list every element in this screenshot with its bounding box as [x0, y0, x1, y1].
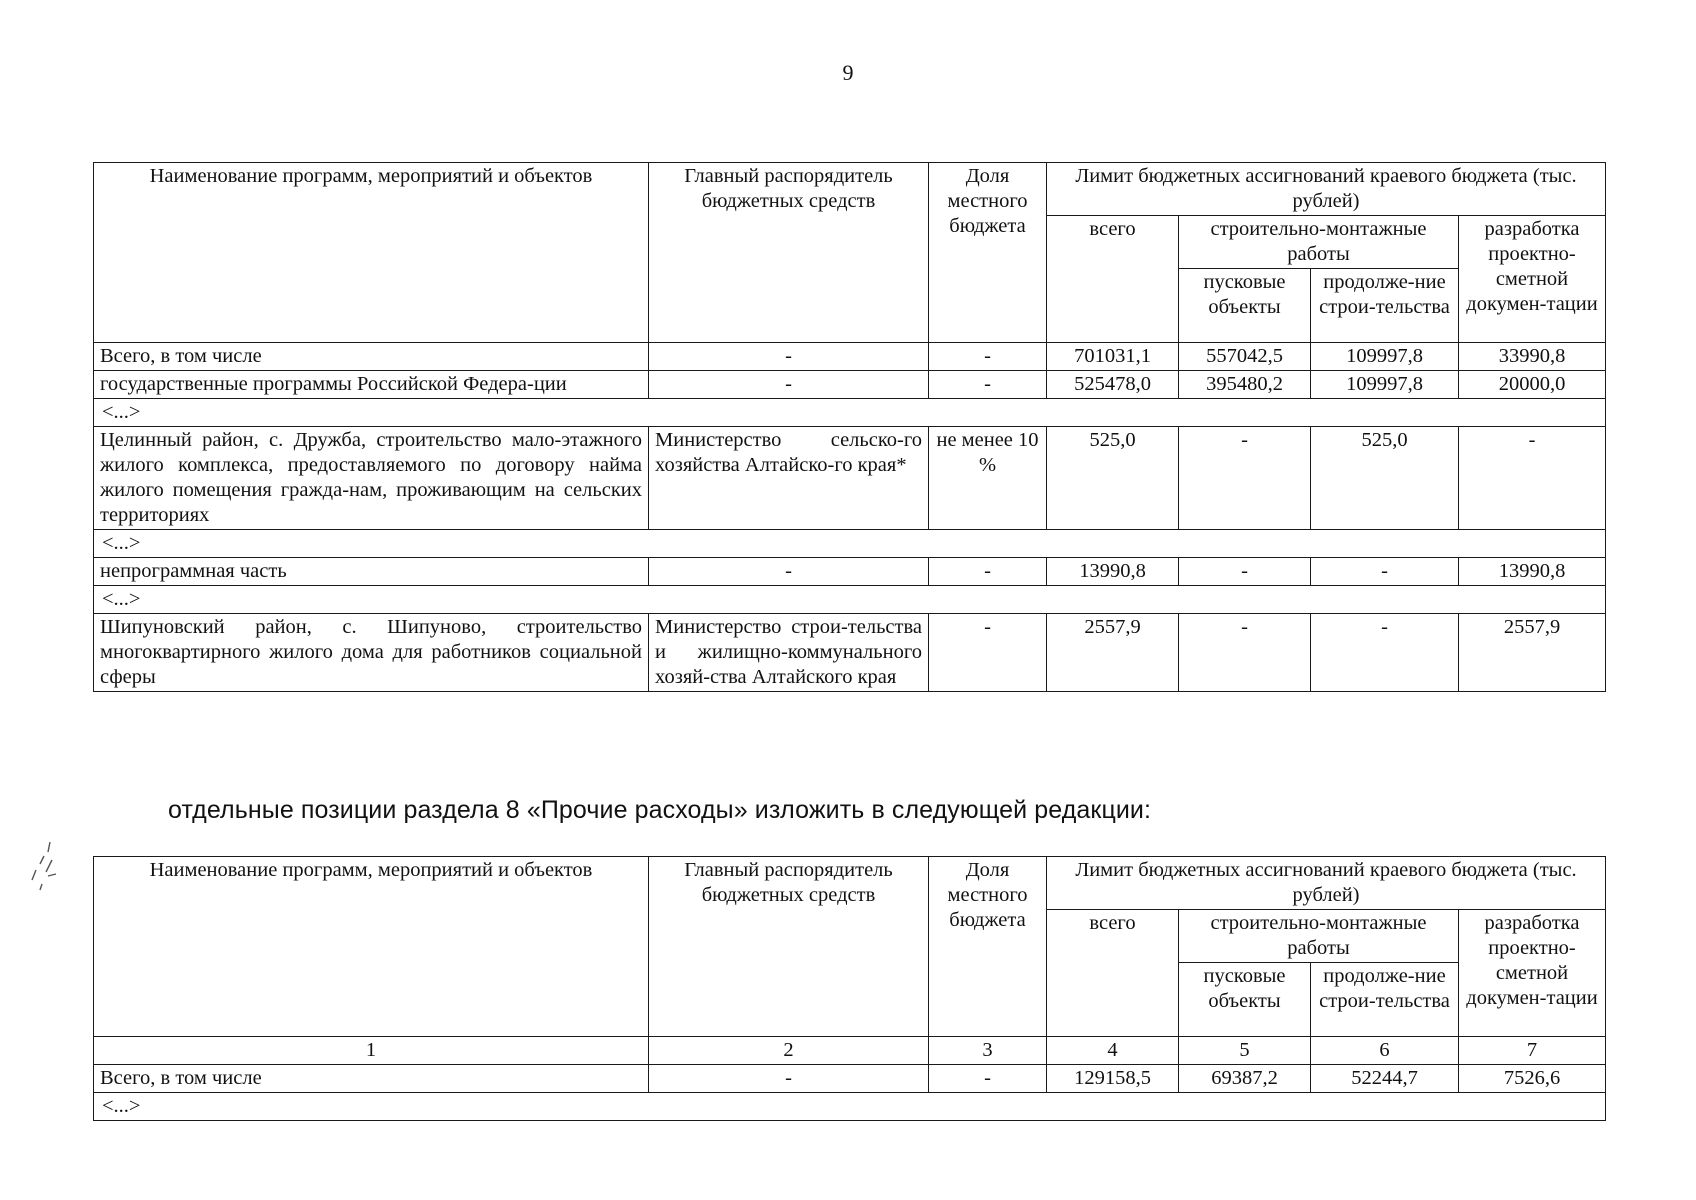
row-design: 13990,8 [1459, 558, 1606, 586]
row-design: 7526,6 [1459, 1065, 1606, 1093]
row-name: Всего, в том числе [94, 343, 649, 371]
row-name: Шипуновский район, с. Шипуново, строительство многоквартирного жилого дома для работников социальной сферы [94, 614, 649, 692]
row-manager: Министерство сельско-го хозяйства Алтайско-го края* [649, 427, 929, 530]
row-total: 13990,8 [1047, 558, 1179, 586]
row-continuation: 525,0 [1311, 427, 1459, 530]
header-local-share: Доля местного бюджета [929, 163, 1047, 343]
row-continuation: 52244,7 [1311, 1065, 1459, 1093]
row-launch: - [1179, 614, 1311, 692]
row-launch: - [1179, 558, 1311, 586]
row-share: - [929, 343, 1047, 371]
header-total: всего [1047, 910, 1179, 1037]
row-name: государственные программы Российской Федера-ции [94, 371, 649, 399]
row-launch: 69387,2 [1179, 1065, 1311, 1093]
header-limit-group: Лимит бюджетных ассигнований краевого бюджета (тыс. рублей) [1047, 857, 1606, 910]
page-number: 9 [842, 60, 854, 85]
row-share: - [929, 1065, 1047, 1093]
row-manager: - [649, 558, 929, 586]
row-manager: - [649, 343, 929, 371]
header-limit-group: Лимит бюджетных ассигнований краевого бюджета (тыс. рублей) [1047, 163, 1606, 216]
row-total: 525,0 [1047, 427, 1179, 530]
table-row [94, 1065, 1606, 1093]
budget-table-section-8 [93, 856, 1606, 1121]
column-number: 3 [929, 1037, 1047, 1065]
scan-artifact-mark [22, 838, 62, 898]
ellipsis: <...> [94, 1093, 1606, 1121]
header-continuation: продолже-ние строи-тельства [1311, 963, 1459, 1037]
row-launch: 557042,5 [1179, 343, 1311, 371]
header-construction-group: строительно-монтажные работы [1179, 216, 1459, 269]
budget-table-section-7 [93, 162, 1606, 692]
header-total: всего [1047, 216, 1179, 343]
table-row [94, 371, 1606, 399]
row-design: - [1459, 427, 1606, 530]
header-manager: Главный распорядитель бюджетных средств [649, 857, 929, 1037]
row-total: 525478,0 [1047, 371, 1179, 399]
row-total: 701031,1 [1047, 343, 1179, 371]
ellipsis: <...> [94, 530, 1606, 558]
header-manager: Главный распорядитель бюджетных средств [649, 163, 929, 343]
row-name: Всего, в том числе [94, 1065, 649, 1093]
row-share: - [929, 614, 1047, 692]
header-design: разработка проектно-сметной докумен-тации [1459, 216, 1606, 343]
header-design: разработка проектно-сметной докумен-тации [1459, 910, 1606, 1037]
column-number: 7 [1459, 1037, 1606, 1065]
column-number: 2 [649, 1037, 929, 1065]
row-continuation: 109997,8 [1311, 371, 1459, 399]
header-continuation: продолже-ние строи-тельства [1311, 269, 1459, 343]
row-design: 33990,8 [1459, 343, 1606, 371]
ellipsis-row [94, 399, 1606, 427]
header-local-share: Доля местного бюджета [929, 857, 1047, 1037]
column-number: 1 [94, 1037, 649, 1065]
column-number: 5 [1179, 1037, 1311, 1065]
table-row [94, 427, 1606, 530]
header-launch: пусковые объекты [1179, 269, 1311, 343]
row-manager: Министерство строи-тельства и жилищно-коммунального хозяй-ства Алтайского края [649, 614, 929, 692]
amendment-sentence: отдельные позиции раздела 8 «Прочие расходы» изложить в следующей редакции: [168, 796, 1152, 824]
header-construction-group: строительно-монтажные работы [1179, 910, 1459, 963]
ellipsis-row [94, 586, 1606, 614]
header-launch: пусковые объекты [1179, 963, 1311, 1037]
column-number: 6 [1311, 1037, 1459, 1065]
column-number-row [94, 1037, 1606, 1065]
column-number: 4 [1047, 1037, 1179, 1065]
header-name: Наименование программ, мероприятий и объектов [94, 163, 649, 343]
row-design: 2557,9 [1459, 614, 1606, 692]
ellipsis: <...> [94, 586, 1606, 614]
row-share: не менее 10 % [929, 427, 1047, 530]
row-launch: - [1179, 427, 1311, 530]
row-design: 20000,0 [1459, 371, 1606, 399]
row-manager: - [649, 371, 929, 399]
row-share: - [929, 558, 1047, 586]
row-continuation: - [1311, 558, 1459, 586]
table-row [94, 558, 1606, 586]
row-name: непрограммная часть [94, 558, 649, 586]
table-row [94, 343, 1606, 371]
ellipsis-row [94, 1093, 1606, 1121]
table-row [94, 614, 1606, 692]
row-total: 2557,9 [1047, 614, 1179, 692]
header-name: Наименование программ, мероприятий и объектов [94, 857, 649, 1037]
row-continuation: - [1311, 614, 1459, 692]
ellipsis-row [94, 530, 1606, 558]
row-name: Целинный район, с. Дружба, строительство мало-этажного жилого комплекса, предоставляемого по договору найма жилого помещения гражда-нам, проживающим на сельских территориях [94, 427, 649, 530]
ellipsis: <...> [94, 399, 1606, 427]
row-manager: - [649, 1065, 929, 1093]
row-continuation: 109997,8 [1311, 343, 1459, 371]
row-total: 129158,5 [1047, 1065, 1179, 1093]
row-launch: 395480,2 [1179, 371, 1311, 399]
row-share: - [929, 371, 1047, 399]
